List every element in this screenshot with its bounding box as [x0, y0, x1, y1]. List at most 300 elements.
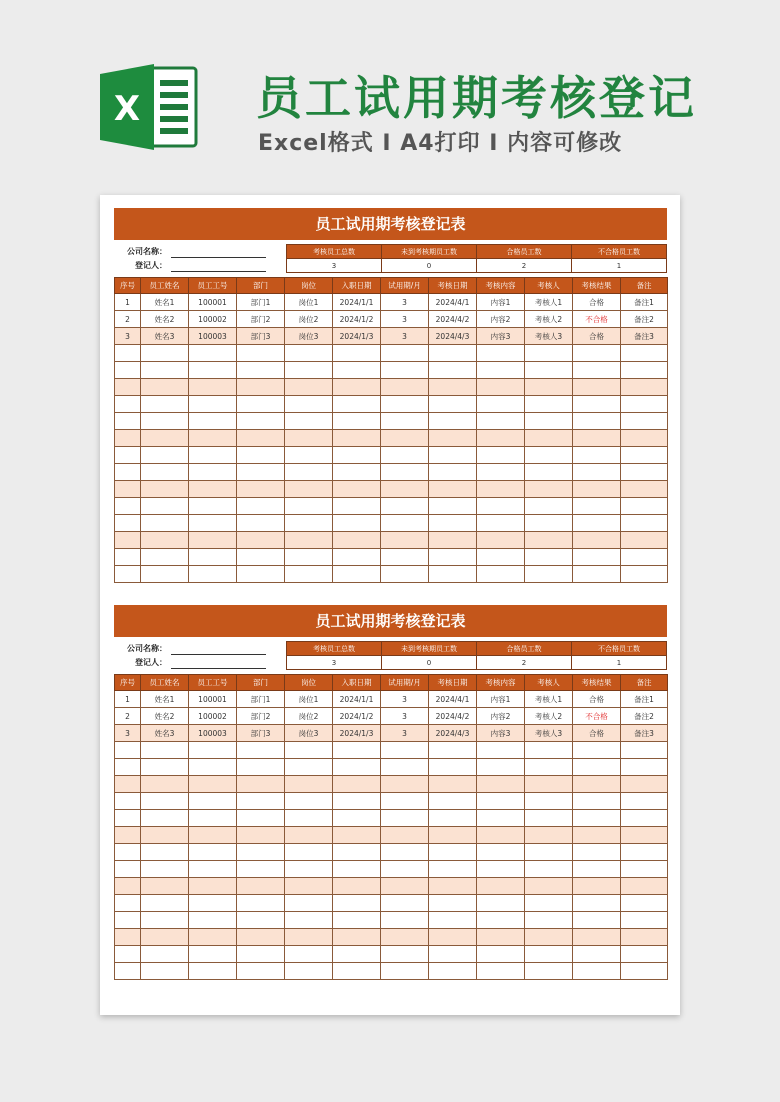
table-cell[interactable] [237, 946, 285, 963]
table-cell[interactable] [477, 396, 525, 413]
table-cell[interactable] [333, 929, 381, 946]
table-cell[interactable] [429, 379, 477, 396]
table-cell[interactable] [525, 912, 573, 929]
table-cell[interactable] [525, 345, 573, 362]
table-cell[interactable] [285, 810, 333, 827]
table-cell[interactable]: 2024/4/3 [429, 725, 477, 742]
table-cell[interactable]: 2024/4/1 [429, 691, 477, 708]
table-cell[interactable] [621, 810, 668, 827]
table-cell[interactable] [237, 464, 285, 481]
table-cell[interactable] [381, 793, 429, 810]
table-cell[interactable] [189, 963, 237, 980]
table-cell[interactable] [285, 413, 333, 430]
table-cell[interactable] [189, 912, 237, 929]
table-cell[interactable] [381, 810, 429, 827]
table-cell[interactable] [573, 963, 621, 980]
table-cell[interactable]: 2024/1/2 [333, 311, 381, 328]
table-cell[interactable]: 合格 [573, 294, 621, 311]
table-cell[interactable]: 部门2 [237, 311, 285, 328]
table-cell[interactable] [237, 498, 285, 515]
table-cell[interactable] [189, 793, 237, 810]
table-cell[interactable] [141, 515, 189, 532]
table-cell[interactable]: 考核人2 [525, 311, 573, 328]
table-cell[interactable] [477, 810, 525, 827]
table-cell[interactable] [237, 396, 285, 413]
table-cell[interactable] [285, 793, 333, 810]
table-cell[interactable]: 2024/4/2 [429, 708, 477, 725]
table-cell[interactable] [141, 742, 189, 759]
table-cell[interactable] [381, 549, 429, 566]
table-cell[interactable] [381, 413, 429, 430]
table-cell[interactable]: 2024/1/3 [333, 328, 381, 345]
table-cell[interactable] [429, 844, 477, 861]
table-cell[interactable]: 姓名1 [141, 294, 189, 311]
table-cell[interactable]: 不合格 [573, 708, 621, 725]
table-cell[interactable] [285, 776, 333, 793]
table-cell[interactable] [189, 946, 237, 963]
table-cell[interactable] [429, 396, 477, 413]
table-cell[interactable] [141, 895, 189, 912]
table-cell[interactable] [525, 963, 573, 980]
table-cell[interactable]: 岗位3 [285, 328, 333, 345]
table-cell[interactable] [115, 895, 141, 912]
table-cell[interactable] [237, 759, 285, 776]
table-cell[interactable] [381, 946, 429, 963]
table-cell[interactable] [477, 464, 525, 481]
table-cell[interactable] [429, 895, 477, 912]
table-cell[interactable] [237, 430, 285, 447]
table-cell[interactable] [621, 742, 668, 759]
table-cell[interactable] [237, 912, 285, 929]
table-cell[interactable] [429, 861, 477, 878]
table-cell[interactable] [525, 481, 573, 498]
table-cell[interactable] [381, 515, 429, 532]
table-cell[interactable] [525, 396, 573, 413]
table-cell[interactable] [525, 810, 573, 827]
table-cell[interactable] [333, 532, 381, 549]
table-cell[interactable] [285, 447, 333, 464]
table-cell[interactable] [525, 861, 573, 878]
table-cell[interactable] [477, 793, 525, 810]
table-cell[interactable] [115, 498, 141, 515]
table-cell[interactable] [333, 549, 381, 566]
table-cell[interactable] [237, 549, 285, 566]
table-cell[interactable] [381, 776, 429, 793]
table-cell[interactable] [573, 498, 621, 515]
table-cell[interactable] [285, 566, 333, 583]
table-cell[interactable] [621, 912, 668, 929]
table-cell[interactable] [573, 742, 621, 759]
table-cell[interactable] [285, 498, 333, 515]
table-cell[interactable] [115, 946, 141, 963]
table-cell[interactable] [333, 946, 381, 963]
table-cell[interactable] [621, 566, 668, 583]
table-cell[interactable] [333, 396, 381, 413]
stats-value[interactable]: 0 [382, 259, 477, 273]
table-cell[interactable] [141, 793, 189, 810]
table-cell[interactable] [525, 742, 573, 759]
table-cell[interactable] [429, 827, 477, 844]
table-cell[interactable] [285, 946, 333, 963]
table-cell[interactable] [573, 912, 621, 929]
table-cell[interactable]: 岗位1 [285, 691, 333, 708]
table-cell[interactable] [141, 929, 189, 946]
table-cell[interactable] [573, 464, 621, 481]
table-cell[interactable] [429, 759, 477, 776]
table-cell[interactable] [189, 430, 237, 447]
table-cell[interactable] [189, 396, 237, 413]
table-cell[interactable] [189, 759, 237, 776]
table-cell[interactable]: 姓名2 [141, 708, 189, 725]
stats-value[interactable]: 1 [572, 259, 667, 273]
table-cell[interactable] [189, 481, 237, 498]
table-cell[interactable] [333, 759, 381, 776]
table-cell[interactable] [189, 878, 237, 895]
table-cell[interactable] [333, 464, 381, 481]
table-cell[interactable] [333, 742, 381, 759]
table-cell[interactable] [621, 946, 668, 963]
table-cell[interactable] [525, 515, 573, 532]
table-cell[interactable] [381, 430, 429, 447]
table-cell[interactable] [381, 532, 429, 549]
table-cell[interactable] [525, 447, 573, 464]
table-cell[interactable] [115, 413, 141, 430]
table-cell[interactable] [429, 776, 477, 793]
table-cell[interactable] [477, 861, 525, 878]
table-cell[interactable] [573, 878, 621, 895]
table-cell[interactable] [115, 430, 141, 447]
table-cell[interactable] [429, 878, 477, 895]
company-field[interactable] [171, 642, 266, 655]
table-cell[interactable] [333, 413, 381, 430]
table-cell[interactable] [189, 532, 237, 549]
table-cell[interactable] [573, 362, 621, 379]
table-cell[interactable] [189, 929, 237, 946]
table-cell[interactable]: 合格 [573, 691, 621, 708]
table-cell[interactable] [333, 895, 381, 912]
table-cell[interactable] [621, 430, 668, 447]
table-cell[interactable] [189, 515, 237, 532]
table-cell[interactable] [237, 810, 285, 827]
table-cell[interactable] [333, 861, 381, 878]
table-cell[interactable] [189, 844, 237, 861]
table-cell[interactable]: 备注2 [621, 311, 668, 328]
table-cell[interactable] [381, 827, 429, 844]
table-cell[interactable] [477, 430, 525, 447]
table-cell[interactable] [333, 844, 381, 861]
table-cell[interactable] [285, 963, 333, 980]
table-cell[interactable] [237, 515, 285, 532]
table-cell[interactable]: 100003 [189, 725, 237, 742]
table-cell[interactable] [429, 532, 477, 549]
table-cell[interactable]: 3 [381, 311, 429, 328]
table-cell[interactable] [573, 776, 621, 793]
table-cell[interactable] [141, 566, 189, 583]
table-cell[interactable] [115, 481, 141, 498]
table-cell[interactable]: 内容3 [477, 328, 525, 345]
table-cell[interactable] [621, 481, 668, 498]
table-cell[interactable] [285, 759, 333, 776]
table-cell[interactable] [115, 793, 141, 810]
table-cell[interactable]: 1 [115, 691, 141, 708]
table-cell[interactable] [573, 481, 621, 498]
table-cell[interactable] [115, 878, 141, 895]
table-cell[interactable] [333, 827, 381, 844]
table-cell[interactable]: 考核人3 [525, 328, 573, 345]
table-cell[interactable] [141, 532, 189, 549]
table-cell[interactable] [189, 498, 237, 515]
table-cell[interactable] [429, 793, 477, 810]
table-cell[interactable] [237, 861, 285, 878]
table-cell[interactable] [285, 362, 333, 379]
table-cell[interactable] [429, 515, 477, 532]
table-cell[interactable] [621, 929, 668, 946]
table-cell[interactable] [381, 481, 429, 498]
table-cell[interactable] [429, 464, 477, 481]
table-cell[interactable] [333, 430, 381, 447]
table-cell[interactable]: 岗位3 [285, 725, 333, 742]
table-cell[interactable] [333, 810, 381, 827]
table-cell[interactable] [525, 946, 573, 963]
table-cell[interactable] [573, 549, 621, 566]
table-cell[interactable] [237, 895, 285, 912]
table-cell[interactable] [381, 362, 429, 379]
table-cell[interactable] [189, 742, 237, 759]
table-cell[interactable] [525, 464, 573, 481]
table-cell[interactable]: 备注2 [621, 708, 668, 725]
table-cell[interactable] [573, 345, 621, 362]
table-cell[interactable] [115, 345, 141, 362]
table-cell[interactable]: 100001 [189, 294, 237, 311]
table-cell[interactable] [141, 844, 189, 861]
table-cell[interactable] [525, 379, 573, 396]
table-cell[interactable] [525, 430, 573, 447]
table-cell[interactable] [189, 861, 237, 878]
table-cell[interactable] [477, 532, 525, 549]
table-cell[interactable] [429, 810, 477, 827]
stats-value[interactable]: 3 [287, 259, 382, 273]
table-cell[interactable]: 3 [381, 328, 429, 345]
table-cell[interactable] [285, 742, 333, 759]
table-cell[interactable] [237, 878, 285, 895]
table-cell[interactable]: 3 [381, 294, 429, 311]
table-cell[interactable] [477, 447, 525, 464]
table-cell[interactable] [115, 532, 141, 549]
table-cell[interactable] [429, 549, 477, 566]
table-cell[interactable] [189, 549, 237, 566]
table-cell[interactable] [429, 362, 477, 379]
table-cell[interactable]: 考核人1 [525, 691, 573, 708]
table-cell[interactable] [381, 861, 429, 878]
table-cell[interactable] [573, 447, 621, 464]
table-cell[interactable] [189, 413, 237, 430]
table-cell[interactable]: 备注3 [621, 328, 668, 345]
table-cell[interactable] [525, 413, 573, 430]
table-cell[interactable] [573, 861, 621, 878]
table-cell[interactable] [573, 844, 621, 861]
table-cell[interactable]: 岗位2 [285, 708, 333, 725]
table-cell[interactable] [573, 413, 621, 430]
table-cell[interactable] [573, 929, 621, 946]
table-cell[interactable]: 2024/4/3 [429, 328, 477, 345]
company-field[interactable] [171, 245, 266, 258]
table-cell[interactable]: 部门3 [237, 725, 285, 742]
table-cell[interactable] [429, 481, 477, 498]
table-cell[interactable]: 部门2 [237, 708, 285, 725]
table-cell[interactable] [429, 413, 477, 430]
table-cell[interactable] [141, 481, 189, 498]
table-cell[interactable] [381, 396, 429, 413]
table-cell[interactable] [237, 742, 285, 759]
table-cell[interactable] [477, 515, 525, 532]
table-cell[interactable] [381, 447, 429, 464]
table-cell[interactable] [429, 946, 477, 963]
table-cell[interactable] [285, 464, 333, 481]
table-cell[interactable] [525, 549, 573, 566]
table-cell[interactable]: 2 [115, 708, 141, 725]
table-cell[interactable] [285, 844, 333, 861]
table-cell[interactable] [333, 963, 381, 980]
table-cell[interactable] [237, 776, 285, 793]
table-cell[interactable] [525, 878, 573, 895]
table-cell[interactable]: 2024/1/1 [333, 294, 381, 311]
table-cell[interactable] [525, 929, 573, 946]
table-cell[interactable]: 合格 [573, 328, 621, 345]
table-cell[interactable] [333, 345, 381, 362]
table-cell[interactable] [381, 844, 429, 861]
table-cell[interactable]: 3 [115, 725, 141, 742]
table-cell[interactable] [333, 498, 381, 515]
table-cell[interactable] [285, 481, 333, 498]
table-cell[interactable] [285, 379, 333, 396]
table-cell[interactable] [285, 549, 333, 566]
table-cell[interactable] [237, 345, 285, 362]
table-cell[interactable] [525, 498, 573, 515]
table-cell[interactable]: 内容2 [477, 311, 525, 328]
table-cell[interactable] [141, 827, 189, 844]
table-cell[interactable] [525, 566, 573, 583]
table-cell[interactable] [285, 430, 333, 447]
table-cell[interactable] [141, 413, 189, 430]
table-cell[interactable] [381, 345, 429, 362]
table-cell[interactable] [429, 963, 477, 980]
table-cell[interactable] [381, 379, 429, 396]
table-cell[interactable] [115, 827, 141, 844]
table-cell[interactable] [141, 759, 189, 776]
table-cell[interactable] [573, 810, 621, 827]
table-cell[interactable] [573, 566, 621, 583]
table-cell[interactable]: 2024/1/1 [333, 691, 381, 708]
table-cell[interactable] [573, 515, 621, 532]
table-cell[interactable] [141, 549, 189, 566]
table-cell[interactable]: 姓名3 [141, 328, 189, 345]
table-cell[interactable] [477, 946, 525, 963]
table-cell[interactable] [333, 793, 381, 810]
table-cell[interactable] [621, 362, 668, 379]
table-cell[interactable] [429, 498, 477, 515]
table-cell[interactable] [525, 895, 573, 912]
table-cell[interactable] [621, 498, 668, 515]
table-cell[interactable] [115, 844, 141, 861]
table-cell[interactable] [525, 844, 573, 861]
table-cell[interactable]: 部门1 [237, 691, 285, 708]
table-cell[interactable] [285, 895, 333, 912]
table-cell[interactable] [141, 396, 189, 413]
table-cell[interactable] [285, 878, 333, 895]
table-cell[interactable]: 3 [381, 708, 429, 725]
table-cell[interactable]: 备注1 [621, 691, 668, 708]
table-cell[interactable] [141, 963, 189, 980]
table-cell[interactable] [429, 929, 477, 946]
table-cell[interactable]: 内容1 [477, 294, 525, 311]
table-cell[interactable] [141, 447, 189, 464]
table-cell[interactable] [115, 362, 141, 379]
table-cell[interactable] [141, 362, 189, 379]
table-cell[interactable] [381, 929, 429, 946]
table-cell[interactable] [621, 861, 668, 878]
table-cell[interactable] [477, 827, 525, 844]
table-cell[interactable] [429, 566, 477, 583]
table-cell[interactable] [573, 759, 621, 776]
table-cell[interactable] [381, 566, 429, 583]
table-cell[interactable] [477, 413, 525, 430]
table-cell[interactable] [621, 895, 668, 912]
table-cell[interactable]: 合格 [573, 725, 621, 742]
table-cell[interactable] [477, 362, 525, 379]
stats-value[interactable]: 2 [477, 259, 572, 273]
table-cell[interactable] [381, 895, 429, 912]
table-cell[interactable] [285, 929, 333, 946]
table-cell[interactable] [189, 895, 237, 912]
table-cell[interactable] [429, 447, 477, 464]
table-cell[interactable]: 姓名3 [141, 725, 189, 742]
table-cell[interactable] [621, 515, 668, 532]
table-cell[interactable] [333, 912, 381, 929]
table-cell[interactable] [115, 929, 141, 946]
table-cell[interactable] [477, 912, 525, 929]
table-cell[interactable] [477, 498, 525, 515]
table-cell[interactable] [115, 396, 141, 413]
table-cell[interactable] [621, 396, 668, 413]
table-cell[interactable] [381, 912, 429, 929]
table-cell[interactable] [141, 861, 189, 878]
table-cell[interactable] [429, 912, 477, 929]
table-cell[interactable] [115, 963, 141, 980]
stats-value[interactable]: 3 [287, 656, 382, 670]
table-cell[interactable] [621, 776, 668, 793]
table-cell[interactable] [573, 430, 621, 447]
table-cell[interactable] [115, 759, 141, 776]
table-cell[interactable] [621, 759, 668, 776]
table-cell[interactable] [621, 793, 668, 810]
table-cell[interactable] [115, 742, 141, 759]
table-cell[interactable] [237, 362, 285, 379]
table-cell[interactable]: 100002 [189, 708, 237, 725]
stats-value[interactable]: 0 [382, 656, 477, 670]
table-cell[interactable] [189, 447, 237, 464]
table-cell[interactable] [237, 827, 285, 844]
table-cell[interactable] [189, 345, 237, 362]
table-cell[interactable] [285, 345, 333, 362]
table-cell[interactable] [237, 413, 285, 430]
table-cell[interactable] [189, 776, 237, 793]
table-cell[interactable]: 2024/1/2 [333, 708, 381, 725]
table-cell[interactable] [115, 810, 141, 827]
table-cell[interactable] [429, 742, 477, 759]
table-cell[interactable] [285, 532, 333, 549]
table-cell[interactable]: 3 [381, 691, 429, 708]
table-cell[interactable] [189, 464, 237, 481]
